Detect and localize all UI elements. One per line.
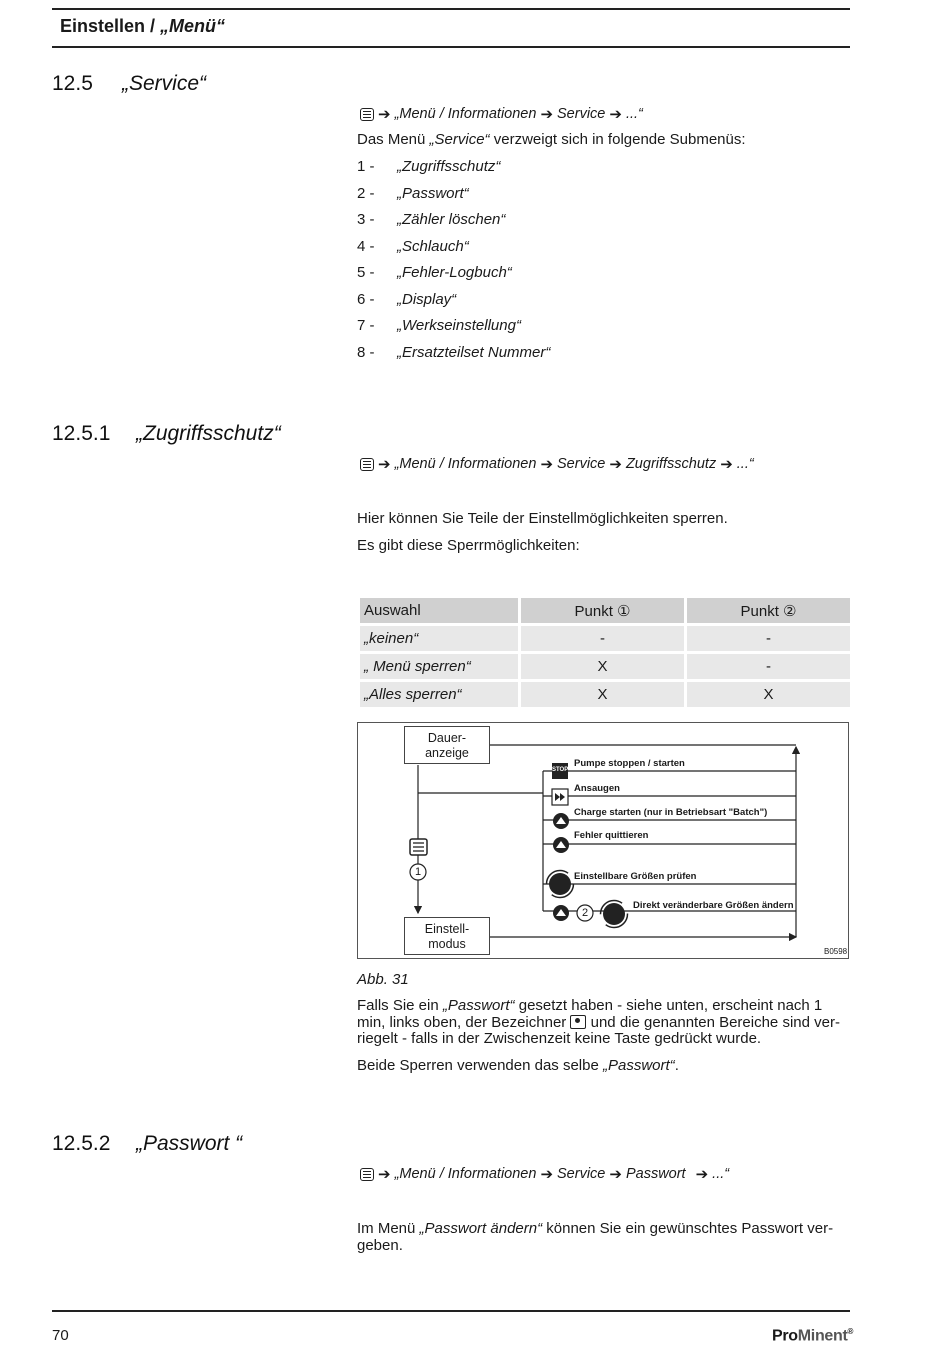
path-segment: „Menü / Informationen — [394, 1166, 537, 1182]
section-heading-passwort — [52, 1132, 242, 1156]
path-segment: ...“ — [625, 106, 643, 122]
service-intro: Das Menü „Service“ verzweigt sich in folgende Submenüs: — [357, 131, 746, 148]
table-cell: „keinen“ — [360, 626, 518, 651]
figure-caption: Abb. 31 — [357, 971, 409, 988]
path-segment: Service — [557, 456, 606, 472]
arrow-icon: ➔ — [609, 106, 622, 123]
arrow-icon: ➔ — [378, 106, 391, 123]
box-einstellmodus: Einstell- modus — [404, 917, 490, 955]
access-flow-diagram — [357, 722, 849, 959]
running-header-prefix: Einstellen / — [60, 16, 161, 36]
path-segment: Service — [557, 106, 606, 122]
table-row — [360, 654, 850, 679]
table-cell: - — [521, 626, 684, 651]
section-heading-service — [52, 72, 206, 96]
box-dauer-anzeige: Dauer- anzeige — [404, 726, 490, 764]
zugriff-line-2: Es gibt diese Sperrmöglichkeiten: — [357, 537, 580, 554]
page-number: 70 — [52, 1327, 69, 1344]
section-number: 12.5.1 — [52, 422, 111, 445]
table-header-row — [360, 598, 850, 623]
list-item: 8 - „Ersatzteilset Nummer“ — [357, 344, 551, 361]
path-segment: ...“ — [712, 1166, 730, 1182]
arrow-icon: ➔ — [695, 1166, 709, 1183]
column-header: Auswahl — [360, 598, 518, 623]
section-number: 12.5.2 — [52, 1132, 111, 1155]
marker-1: 1 — [414, 866, 422, 878]
section-number: 12.5 — [52, 72, 93, 95]
lock-options-table — [357, 595, 853, 710]
section-heading-zugriffsschutz — [52, 422, 281, 446]
label-pumpe-stoppen: Pumpe stoppen / starten — [574, 758, 685, 769]
list-item: 5 - „Fehler-Logbuch“ — [357, 264, 512, 281]
table-cell: X — [521, 654, 684, 679]
table-cell: „Alles sperren“ — [360, 682, 518, 707]
header-top-rule — [52, 8, 850, 10]
paragraph-passwort-hint: Falls Sie ein „Passwort“ gesetzt haben - siehe unten, erscheint nach 1 min, links oben, der Bezeichner und die genannten Bereiche sind verriegelt - falls in der Zwischenzeit keine Taste gedrückt wurde. — [357, 997, 840, 1047]
arrow-icon: ➔ — [720, 456, 733, 473]
section-title: „Service“ — [122, 72, 207, 95]
arrow-icon: ➔ — [378, 1166, 391, 1183]
section-title: „Passwort “ — [136, 1132, 243, 1155]
list-item: 7 - „Werkseinstellung“ — [357, 317, 521, 334]
menu-icon — [360, 108, 374, 121]
list-item: 6 - „Display“ — [357, 291, 457, 308]
label-charge-starten: Charge starten (nur in Betriebsart "Batch") — [574, 807, 768, 818]
lock-icon — [570, 1015, 586, 1029]
table-row — [360, 626, 850, 651]
label-ansaugen: Ansaugen — [574, 783, 620, 794]
prominent-logo: ProMinent® — [772, 1327, 854, 1345]
arrow-icon: ➔ — [540, 456, 554, 473]
paragraph-passwort-aendern: Im Menü „Passwort ändern“ können Sie ein gewünschtes Passwort vergeben. — [357, 1220, 834, 1254]
column-header: Punkt ① — [521, 598, 684, 623]
column-header: Punkt ② — [687, 598, 850, 623]
label-groessen-aendern: Direkt veränderbare Größen ändern — [633, 900, 794, 911]
arrow-icon: ➔ — [540, 1166, 554, 1183]
arrow-icon: ➔ — [609, 1166, 622, 1183]
menu-icon — [360, 458, 374, 471]
paragraph-same-password: Beide Sperren verwenden das selbe „Passwort“. — [357, 1057, 679, 1074]
menu-icon — [360, 1168, 374, 1181]
running-header-title: „Menü“ — [160, 16, 226, 36]
label-groessen-pruefen: Einstellbare Größen prüfen — [574, 871, 697, 882]
table-cell: - — [687, 654, 850, 679]
marker-2: 2 — [581, 907, 589, 919]
running-header — [60, 16, 225, 37]
table-cell: X — [687, 682, 850, 707]
figure-code: B0598 — [824, 947, 848, 956]
path-segment: ...“ — [736, 456, 754, 472]
list-item: 2 - „Passwort“ — [357, 185, 469, 202]
table-cell: X — [521, 682, 684, 707]
zugriff-line-1: Hier können Sie Teile der Einstellmöglichkeiten sperren. — [357, 510, 728, 527]
label-fehler-quittieren: Fehler quittieren — [574, 830, 649, 841]
footer-rule — [52, 1310, 850, 1312]
menu-path-passwort — [360, 1165, 729, 1183]
path-segment: „Menü / Informationen — [394, 456, 537, 472]
path-segment: Service — [557, 1166, 606, 1182]
table-cell: „ Menü sperren“ — [360, 654, 518, 679]
header-bottom-rule — [52, 46, 850, 48]
list-item: 1 - „Zugriffsschutz“ — [357, 158, 501, 175]
arrow-icon: ➔ — [540, 106, 554, 123]
path-segment: „Menü / Informationen — [394, 106, 537, 122]
table-cell: - — [687, 626, 850, 651]
menu-path-zugriffsschutz — [360, 455, 754, 473]
path-segment: Zugriffsschutz — [625, 456, 717, 472]
arrow-icon: ➔ — [609, 456, 622, 473]
section-title: „Zugriffsschutz“ — [136, 422, 281, 445]
list-item: 4 - „Schlauch“ — [357, 238, 469, 255]
list-item: 3 - „Zähler löschen“ — [357, 211, 506, 228]
path-segment: Passwort — [625, 1166, 686, 1182]
stop-icon: STOP — [552, 767, 569, 773]
arrow-icon: ➔ — [378, 456, 391, 473]
table-row — [360, 682, 850, 707]
menu-path-service — [360, 105, 643, 123]
